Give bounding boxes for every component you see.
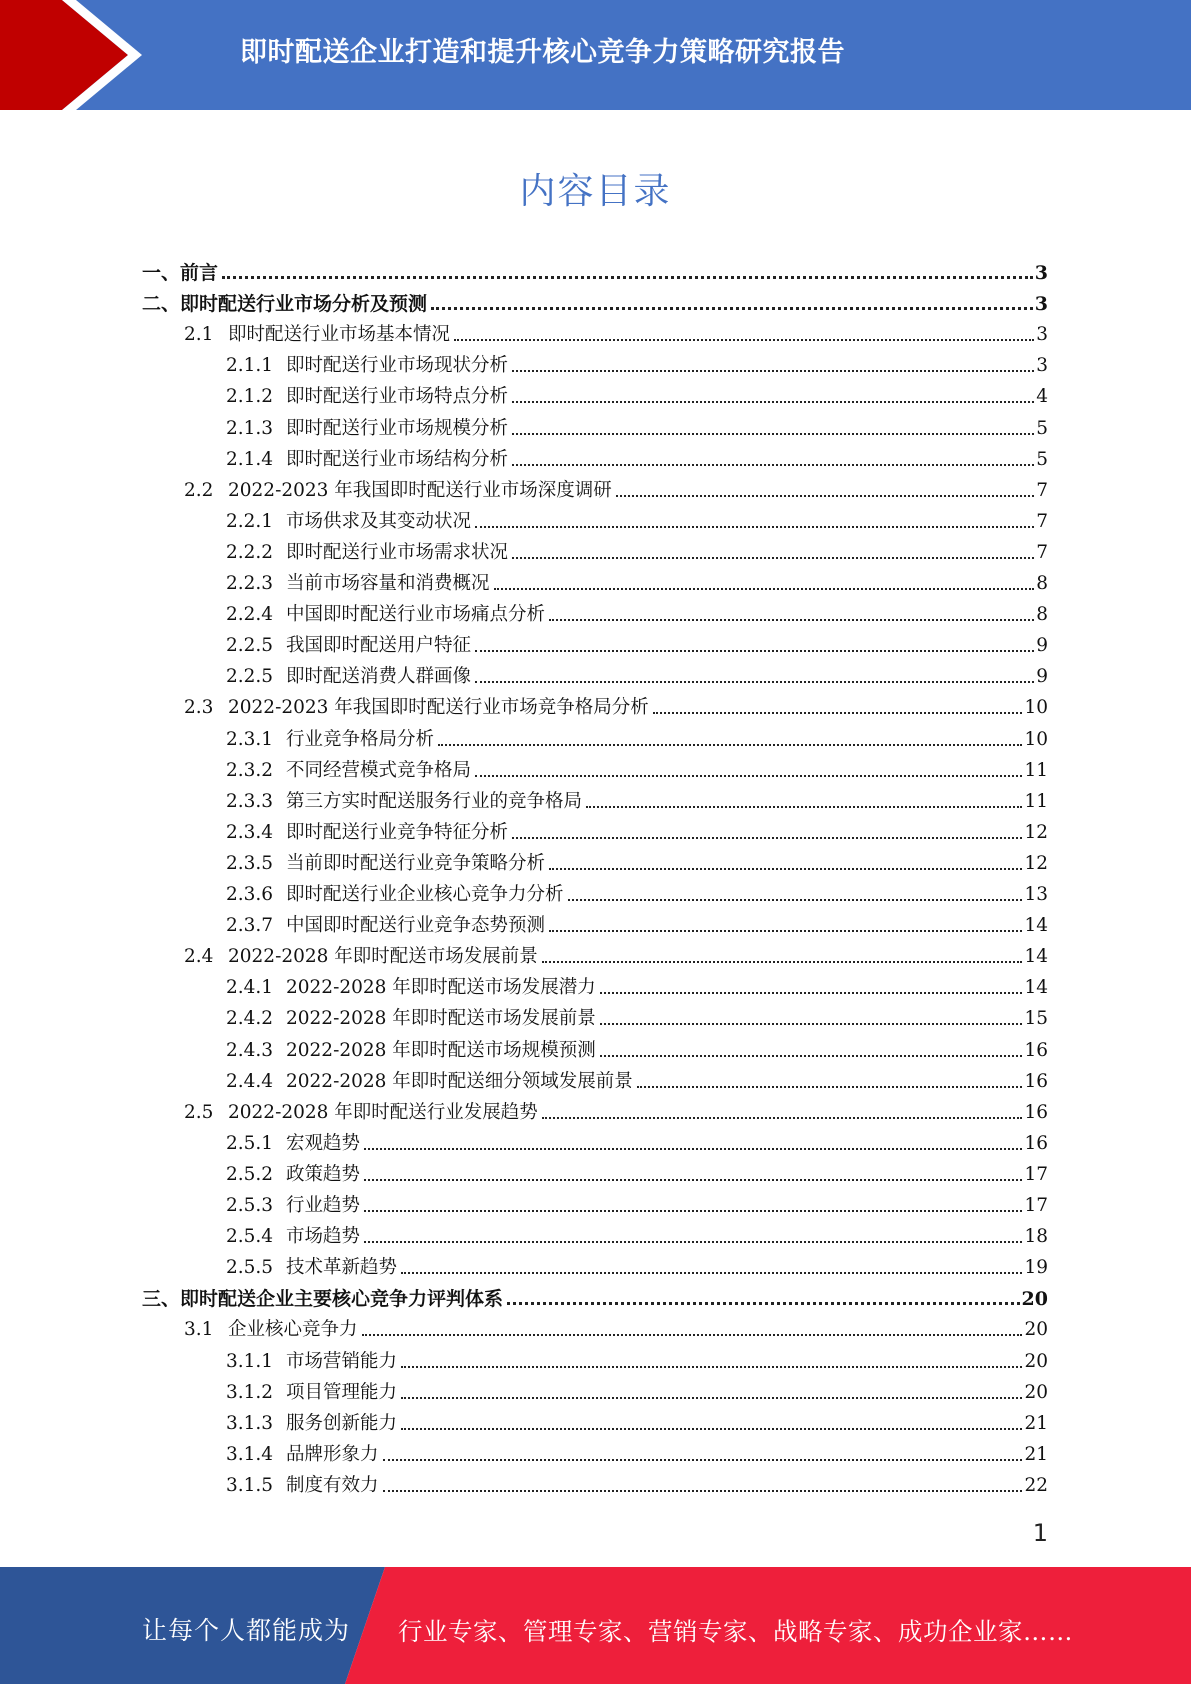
toc-leader-dots: [401, 1426, 1022, 1430]
toc-entry-page: 7: [1036, 510, 1048, 532]
toc-entry[interactable]: [226, 751, 1048, 782]
toc-entry-title: 市场营销能力: [286, 1350, 398, 1372]
toc-entry[interactable]: [142, 253, 1048, 284]
toc-entry[interactable]: [184, 688, 1048, 719]
toc-entry-title: 企业核心竞争力: [228, 1319, 358, 1341]
toc-entry-title: 项目管理能力: [286, 1381, 398, 1403]
toc-entry[interactable]: [226, 720, 1048, 751]
toc-entry-title: 当前市场容量和消费概况: [286, 573, 490, 594]
toc-leader-dots: [364, 1177, 1022, 1181]
toc-leader-dots: [475, 648, 1034, 652]
toc-entry-number: 2.5: [184, 1101, 214, 1123]
toc-entry-title: 2022-2028 年即时配送市场发展潜力: [286, 977, 596, 999]
toc-entry[interactable]: [226, 409, 1048, 440]
toc-entry[interactable]: [226, 1342, 1048, 1373]
toc-entry-title: 中国即时配送行业竞争态势预测: [286, 915, 546, 937]
toc-entry[interactable]: [226, 813, 1048, 844]
toc-entry-title: 市场供求及其变动状况: [286, 510, 472, 532]
toc-leader-dots: [542, 959, 1023, 963]
toc-leader-dots: [512, 431, 1034, 435]
toc-entry-title: 前言: [180, 262, 219, 284]
toc-entry-number: 2.4.2: [226, 1008, 274, 1030]
toc-entry-number: 二、: [142, 293, 181, 316]
toc-entry[interactable]: [184, 471, 1048, 502]
toc-leader-dots: [512, 462, 1034, 466]
toc-entry[interactable]: [226, 595, 1048, 626]
toc-entry-page: 16: [1024, 1039, 1048, 1061]
toc-entry-title: 服务创新能力: [286, 1412, 398, 1434]
toc-entry-page: 14: [1024, 977, 1048, 999]
toc-leader-dots: [454, 337, 1034, 341]
toc-entry-page: 5: [1036, 448, 1048, 470]
toc-leader-dots: [383, 1488, 1023, 1492]
toc-entry[interactable]: [226, 1248, 1048, 1279]
toc-entry-title: 2022-2028 年即时配送行业发展趋势: [228, 1101, 538, 1123]
toc-leader-dots: [512, 835, 1022, 839]
toc-entry[interactable]: [226, 626, 1048, 657]
toc-entry-number: 2.2.5: [226, 666, 274, 688]
toc-leader-dots: [542, 1115, 1023, 1119]
toc-leader-dots: [600, 1053, 1023, 1057]
toc-entry-number: 3.1.2: [226, 1381, 274, 1403]
toc-entry[interactable]: [226, 1031, 1048, 1062]
toc-entry-number: 2.2.3: [226, 573, 274, 594]
toc-entry-title: 2022-2028 年即时配送市场规模预测: [286, 1039, 596, 1061]
toc-leader-dots: [653, 710, 1023, 714]
toc-entry-number: 2.3.6: [226, 884, 274, 905]
toc-entry-number: 2.1.1: [226, 355, 274, 377]
toc-entry-title: 即时配送行业市场需求状况: [286, 541, 509, 563]
toc-entry-title: 2022-2023 年我国即时配送行业市场竞争格局分析: [228, 697, 649, 719]
toc-entry-title: 政策趋势: [286, 1163, 361, 1185]
toc-entry-number: 2.5.4: [226, 1226, 274, 1248]
toc-entry-page: 3: [1036, 324, 1048, 346]
toc-leader-dots: [586, 804, 1022, 808]
toc-entry-title: 即时配送行业市场现状分析: [286, 355, 509, 377]
toc-entry-page: 19: [1024, 1257, 1048, 1279]
toc-leader-dots: [494, 586, 1035, 590]
toc-entry-page: 3: [1034, 262, 1048, 284]
toc-entry[interactable]: [226, 1217, 1048, 1248]
toc-entry[interactable]: [226, 1435, 1048, 1466]
toc-entry-page: 4: [1036, 386, 1048, 408]
toc-entry-title: 制度有效力: [286, 1474, 379, 1496]
toc-entry-number: 3.1.1: [226, 1350, 274, 1372]
header-band: [0, 0, 1191, 110]
toc-entry[interactable]: [226, 844, 1048, 875]
toc-entry-page: 16: [1024, 1101, 1048, 1123]
toc-entry-page: 22: [1024, 1474, 1048, 1496]
toc-entry-title: 第三方实时配送服务行业的竞争格局: [286, 790, 583, 812]
toc-entry-page: 10: [1024, 697, 1048, 719]
toc-leader-dots: [549, 866, 1022, 870]
toc-entry-number: 2.1: [184, 324, 214, 346]
toc-entry-number: 2.5.3: [226, 1195, 274, 1216]
toc-entry-number: 2.3: [184, 697, 214, 719]
toc-entry-page: 3: [1034, 293, 1048, 316]
toc-entry-number: 2.1.3: [226, 417, 274, 439]
toc-entry-title: 即时配送行业企业核心竞争力分析: [286, 884, 564, 905]
toc-entry-number: 2.3.5: [226, 852, 274, 874]
toc-entry-number: 2.4: [184, 946, 214, 968]
toc-entry-number: 一、: [142, 262, 181, 284]
toc-entry-page: 12: [1024, 852, 1048, 874]
toc-leader-dots: [512, 399, 1034, 403]
toc-entry[interactable]: [226, 564, 1048, 595]
toc-entry-number: 2.5.2: [226, 1163, 274, 1185]
toc-entry-title: 即时配送行业市场基本情况: [228, 324, 451, 346]
toc-entry-title: 技术革新趋势: [286, 1257, 398, 1279]
toc-entry-number: 2.3.2: [226, 759, 274, 781]
toc-entry-number: 3.1.5: [226, 1474, 274, 1496]
toc-entry-number: 2.2.4: [226, 604, 274, 626]
footer-slogan-left: 让每个人都能成为: [142, 1616, 351, 1645]
toc-leader-dots: [222, 274, 1033, 279]
toc-entry[interactable]: [184, 1093, 1048, 1124]
toc-entry-page: 7: [1036, 541, 1048, 563]
toc-entry-title: 即时配送行业市场结构分析: [286, 448, 509, 470]
toc-entry-number: 2.1.4: [226, 448, 274, 470]
toc-leader-dots: [507, 1300, 1020, 1305]
toc-entry[interactable]: [226, 1062, 1048, 1093]
toc-entry-title: 即时配送行业市场分析及预测: [180, 293, 428, 316]
toc-entry-title: 宏观趋势: [286, 1132, 361, 1154]
footer-band: [0, 1567, 1191, 1684]
toc-entry-title: 行业竞争格局分析: [286, 728, 435, 750]
toc-entry-number: 2.5.5: [226, 1257, 274, 1279]
toc-entry-page: 21: [1024, 1412, 1048, 1434]
toc-entry[interactable]: [142, 1279, 1048, 1310]
toc-entry-number: 2.2: [184, 479, 214, 501]
toc-entry-title: 2022-2023 年我国即时配送行业市场深度调研: [228, 479, 612, 501]
toc-entry-page: 20: [1024, 1350, 1048, 1372]
toc-title: 内容目录: [519, 171, 672, 212]
toc-entry-title: 2022-2028 年即时配送市场发展前景: [228, 946, 538, 968]
toc-entry-title: 行业趋势: [286, 1195, 361, 1216]
toc-entry-page: 21: [1024, 1443, 1048, 1465]
toc-entry[interactable]: [184, 315, 1048, 346]
toc-entry-number: 2.1.2: [226, 386, 274, 408]
toc-entry[interactable]: [226, 875, 1048, 906]
toc-entry-title: 不同经营模式竞争格局: [286, 759, 472, 781]
toc-leader-dots: [438, 742, 1022, 746]
toc-leader-dots: [362, 1332, 1023, 1336]
toc-entry[interactable]: [226, 440, 1048, 471]
toc-entry-page: 16: [1024, 1132, 1048, 1154]
toc-entry[interactable]: [226, 502, 1048, 533]
toc-entry-page: 20: [1024, 1381, 1048, 1403]
toc-leader-dots: [431, 305, 1033, 310]
toc-entry-title: 即时配送行业市场特点分析: [286, 386, 509, 408]
toc-entry-number: 2.4.3: [226, 1039, 274, 1061]
toc-entry-number: 2.4.1: [226, 977, 274, 999]
toc-entry-page: 9: [1036, 666, 1048, 688]
toc-entry-title: 2022-2028 年即时配送市场发展前景: [286, 1008, 596, 1030]
footer-slogan-right: 行业专家、管理专家、营销专家、战略专家、成功企业家……: [398, 1617, 1073, 1646]
toc-entry-title: 市场趋势: [286, 1226, 361, 1248]
toc-entry-number: 三、: [142, 1288, 181, 1311]
toc-leader-dots: [475, 773, 1022, 777]
toc-entry-page: 14: [1024, 946, 1048, 968]
toc-entry[interactable]: [226, 1373, 1048, 1404]
toc-leader-dots: [600, 990, 1023, 994]
toc-entry-page: 13: [1024, 884, 1048, 905]
toc-leader-dots: [568, 897, 1023, 901]
toc-entry[interactable]: [226, 968, 1048, 999]
toc-entry[interactable]: [226, 657, 1048, 688]
toc-entry-page: 11: [1024, 759, 1048, 781]
toc-leader-dots: [401, 1364, 1022, 1368]
toc-entry-title: 品牌形象力: [286, 1443, 379, 1465]
toc-entry-page: 3: [1036, 355, 1048, 377]
toc-entry-title: 即时配送行业竞争特征分析: [286, 821, 509, 843]
toc-entry-page: 8: [1036, 573, 1048, 594]
toc-leader-dots: [549, 928, 1022, 932]
toc-leader-dots: [616, 493, 1034, 497]
toc-leader-dots: [364, 1208, 1022, 1212]
toc-entry[interactable]: [226, 999, 1048, 1030]
toc-entry[interactable]: [226, 1124, 1048, 1155]
toc-leader-dots: [364, 1239, 1022, 1243]
toc-entry-title: 中国即时配送行业市场痛点分析: [286, 604, 546, 626]
toc-entry-page: 12: [1024, 821, 1048, 843]
toc-entry[interactable]: [226, 1155, 1048, 1186]
toc-entry[interactable]: [226, 906, 1048, 937]
toc-entry-title: 即时配送企业主要核心竞争力评判体系: [180, 1288, 504, 1311]
toc-entry[interactable]: [226, 1404, 1048, 1435]
toc-entry-number: 2.3.4: [226, 821, 274, 843]
toc-entry-page: 17: [1024, 1195, 1048, 1216]
toc-entry-page: 9: [1036, 635, 1048, 657]
toc-entry-title: 即时配送行业市场规模分析: [286, 417, 509, 439]
toc-entry-number: 2.3.3: [226, 790, 274, 812]
toc-entry-page: 18: [1024, 1226, 1048, 1248]
toc-entry[interactable]: [184, 1310, 1048, 1341]
toc-entry[interactable]: [226, 782, 1048, 813]
toc-entry[interactable]: [226, 533, 1048, 564]
toc-leader-dots: [475, 679, 1034, 683]
toc-entry-number: 2.2.2: [226, 541, 274, 563]
toc-entry[interactable]: [226, 377, 1048, 408]
toc-entry-number: 3.1: [184, 1319, 214, 1341]
toc-leader-dots: [512, 555, 1034, 559]
toc-leader-dots: [600, 1021, 1023, 1025]
toc-entry-title: 2022-2028 年即时配送细分领域发展前景: [286, 1070, 633, 1092]
toc-entry-number: 3.1.4: [226, 1443, 274, 1465]
toc-entry-page: 15: [1024, 1008, 1048, 1030]
toc-entry-page: 14: [1024, 915, 1048, 937]
toc-entry-page: 11: [1024, 790, 1048, 812]
toc-entry-title: 当前即时配送行业竞争策略分析: [286, 852, 546, 874]
toc-leader-dots: [401, 1270, 1022, 1274]
toc-entry[interactable]: [226, 1186, 1048, 1217]
toc-entry-page: 20: [1021, 1288, 1048, 1311]
toc-leader-dots: [401, 1395, 1022, 1399]
toc-entry-title: 即时配送消费人群画像: [286, 666, 472, 688]
toc-entry-page: 5: [1036, 417, 1048, 439]
toc-entry-number: 2.5.1: [226, 1132, 274, 1154]
toc-leader-dots: [549, 617, 1034, 621]
toc-entry-page: 17: [1024, 1163, 1048, 1185]
toc-leader-dots: [475, 524, 1034, 528]
toc-entry-number: 2.2.1: [226, 510, 274, 532]
toc-leader-dots: [512, 368, 1034, 372]
toc-entry-title: 我国即时配送用户特征: [286, 635, 472, 657]
toc-entry-page: 8: [1036, 604, 1048, 626]
toc-entry[interactable]: [142, 284, 1048, 315]
toc-entry-page: 7: [1036, 479, 1048, 501]
toc-entry[interactable]: [226, 346, 1048, 377]
toc-entry[interactable]: [184, 937, 1048, 968]
toc-entry-number: 2.3.7: [226, 915, 274, 937]
toc-entry-number: 2.2.5: [226, 635, 274, 657]
toc-entry-number: 2.3.1: [226, 728, 274, 750]
toc-entry-number: 2.4.4: [226, 1070, 274, 1092]
header-arrow-decoration: [0, 0, 160, 110]
toc-entry-number: 3.1.3: [226, 1412, 274, 1434]
toc-entry[interactable]: [226, 1466, 1048, 1497]
toc-leader-dots: [637, 1084, 1023, 1088]
toc-leader-dots: [364, 1146, 1022, 1150]
toc-leader-dots: [383, 1457, 1023, 1461]
toc-entry-page: 10: [1024, 728, 1048, 750]
header-title: 即时配送企业打造和提升核心竞争力策略研究报告: [240, 37, 845, 68]
toc-entry-page: 20: [1024, 1319, 1048, 1341]
page-number: 1: [1032, 1519, 1048, 1547]
toc-entry-page: 16: [1024, 1070, 1048, 1092]
